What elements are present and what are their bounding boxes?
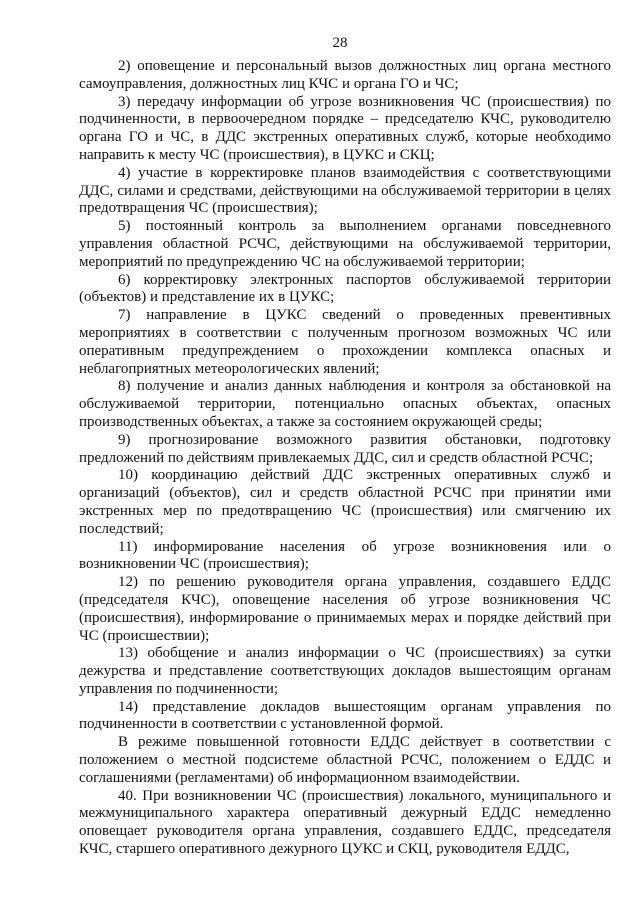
paragraph-item-14: 14) представление докладов вышестоящим органам управления по подчиненности в соответствии с установленной формой.	[79, 698, 611, 733]
paragraph-item-6: 6) корректировку электронных паспортов обслуживаемой территории (объектов) и представление их в ЦУКС;	[79, 271, 611, 306]
paragraph-item-10: 10) координацию действий ДДС экстренных оперативных служб и организаций (объектов), сил и средств областной РСЧС при принятии ими экстренных мер по предотвращению ЧС (происшествия) или смягчению их последствий;	[79, 467, 611, 537]
paragraph-item-12: 12) по решению руководителя органа управления, создавшего ЕДДС (председателя КЧС), оповещение населения об угрозе возникновения ЧС (происшествия), информирование о принимаемых мерах и порядке действий при ЧС (происшествии);	[79, 574, 611, 644]
paragraph-item-13: 13) обобщение и анализ информации о ЧС (происшествиях) за сутки дежурства и представление соответствующих докладов вышестоящим органам управления по подчиненности;	[79, 645, 611, 697]
page-number: 28	[332, 35, 348, 51]
paragraph-item-7: 7) направление в ЦУКС сведений о проведенных превентивных мероприятиях в соответствии с полученным прогнозом возможных ЧС или оперативным предупреждением о прохождении комплекса опасных и неблагоприятных метеорологических явлений;	[79, 307, 611, 377]
paragraph-item-11: 11) информирование населения об угрозе возникновения или о возникновении ЧС (происшествия);	[79, 538, 611, 573]
paragraph-item-3: 3) передачу информации об угрозе возникновения ЧС (происшествия) по подчиненности, в первоочередном порядке – председателю КЧС, руководителю органа ГО и ЧС, в ДДС экстренных оперативных служб, которые необходимо направить к месту ЧС (происшествия), в ЦУКС и СКЦ;	[79, 93, 611, 163]
paragraph-item-5: 5) постоянный контроль за выполнением органами повседневного управления областной РСЧС, действующими на обслуживаемой территории, мероприятий по предупреждению ЧС на обслуживаемой территории;	[79, 218, 611, 270]
paragraph-item-4: 4) участие в корректировке планов взаимодействия с соответствующими ДДС, силами и средствами, действующими на обслуживаемой территории в целях предотвращения ЧС (происшествия);	[79, 164, 611, 217]
paragraph-item-8: 8) получение и анализ данных наблюдения и контроля за обстановкой на обслуживаемой территории, потенциально опасных объектах, опасных производственных объектах, а также за состоянием окружающей среды;	[79, 378, 611, 430]
paragraph-item-2: 2) оповещение и персональный вызов должностных лиц органа местного самоуправления, должностных лиц КЧС и органа ГО и ЧС;	[79, 58, 611, 92]
paragraph-section-40: 40. При возникновении ЧС (происшествия) локального, муниципального и межмуниципального характера оперативный дежурный ЕДДС немедленно оповещает руководителя органа управления, создавшего ЕДДС, председателя КЧС, старшего оперативного дежурного ЦУКС и СКЦ, руководителя ЕДДС,	[79, 787, 611, 858]
document-page	[79, 30, 611, 859]
paragraph-readiness-mode: В режиме повышенной готовности ЕДДС действует в соответствии с положением о местной подсистеме областной РСЧС, положением о ЕДДС и соглашениями (регламентами) об информационном взаимодействии.	[79, 734, 611, 786]
paragraph-item-9: 9) прогнозирование возможного развития обстановки, подготовку предложений по действиям привлекаемых ДДС, сил и средств областной РСЧС;	[79, 431, 611, 466]
